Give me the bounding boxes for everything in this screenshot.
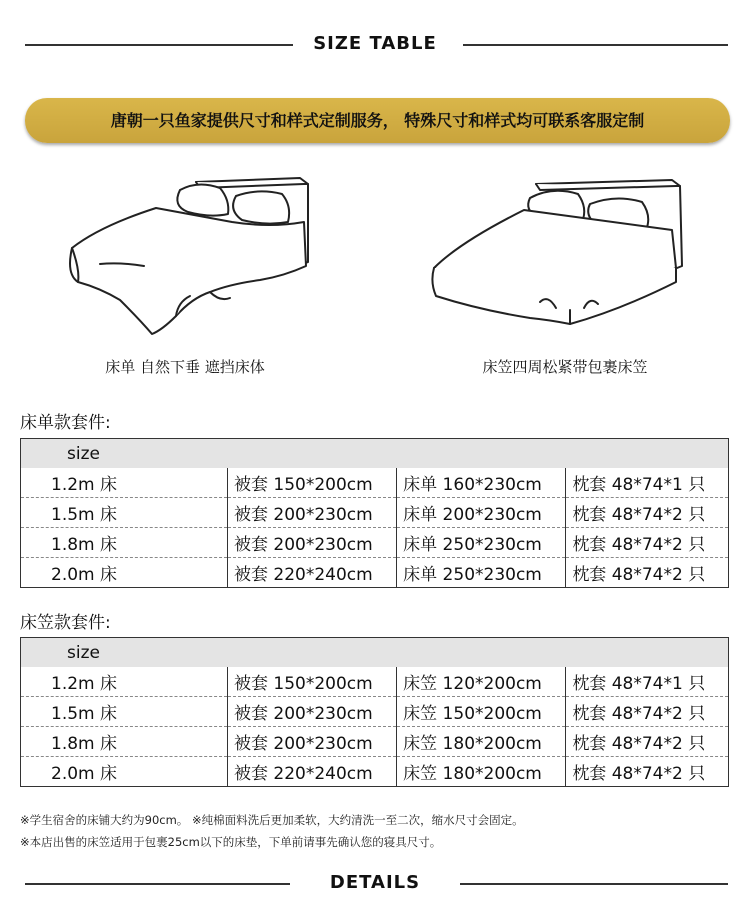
fitted-sheet-cell: 床笠 180*200cm (397, 727, 566, 757)
table-row (21, 558, 729, 588)
size-header: size (21, 638, 729, 668)
duvet-cover-cell: 被套 150*200cm (228, 468, 397, 498)
pillowcase-cell: 枕套 48*74*2 只 (566, 697, 729, 727)
duvet-cover-cell: 被套 220*240cm (228, 558, 397, 588)
size-table-heading (0, 24, 750, 64)
bed-size-cell: 2.0m 床 (21, 757, 228, 787)
duvet-cover-cell: 被套 150*200cm (228, 667, 397, 697)
duvet-cover-cell: 被套 200*230cm (228, 528, 397, 558)
fitted-sheet-cell: 床笠 150*200cm (397, 697, 566, 727)
bed-size-cell: 1.2m 床 (21, 667, 228, 697)
table-row (21, 697, 729, 727)
table-row (21, 727, 729, 757)
size-header: size (21, 439, 729, 469)
pillowcase-cell: 枕套 48*74*2 只 (566, 727, 729, 757)
fitted-set-label: 床笠款套件: (20, 613, 111, 633)
heading-rule-right (460, 883, 728, 885)
pillowcase-cell: 枕套 48*74*2 只 (566, 528, 729, 558)
sheet-set-table (20, 438, 729, 588)
custom-service-banner: 唐朝一只鱼家提供尺寸和样式定制服务， 特殊尺寸和样式均可联系客服定制 (25, 98, 730, 143)
dorm-bed-note: ※学生宿舍的床铺大约为90cm。 ※纯棉面料洗后更加柔软，大约清洗一至二次，缩水尺寸会固定。 (20, 813, 524, 827)
bed-size-cell: 1.2m 床 (21, 468, 228, 498)
table-row (21, 528, 729, 558)
sheet-cell: 床单 200*230cm (397, 498, 566, 528)
sheet-cell: 床单 160*230cm (397, 468, 566, 498)
duvet-cover-cell: 被套 200*230cm (228, 727, 397, 757)
flat-sheet-caption: 床单 自然下垂 遮挡床体 (105, 358, 265, 376)
table-row (21, 468, 729, 498)
fitted-set-table (20, 637, 729, 787)
details-heading (0, 863, 750, 903)
pillowcase-cell: 枕套 48*74*2 只 (566, 498, 729, 528)
page-title: SIZE TABLE (313, 33, 437, 54)
pillowcase-cell: 枕套 48*74*1 只 (566, 468, 729, 498)
sheet-cell: 床单 250*230cm (397, 528, 566, 558)
table-row (21, 667, 729, 697)
bed-size-cell: 1.5m 床 (21, 697, 228, 727)
table-header-row (21, 439, 729, 469)
fitted-sheet-bed-icon (420, 170, 700, 340)
bed-size-cell: 1.8m 床 (21, 528, 228, 558)
heading-rule-right (463, 44, 728, 46)
bed-size-cell: 1.5m 床 (21, 498, 228, 528)
pillowcase-cell: 枕套 48*74*2 只 (566, 558, 729, 588)
pillowcase-cell: 枕套 48*74*2 只 (566, 757, 729, 787)
sheet-cell: 床单 250*230cm (397, 558, 566, 588)
sheet-set-label: 床单款套件: (20, 413, 111, 433)
bed-size-cell: 2.0m 床 (21, 558, 228, 588)
details-title: DETAILS (329, 872, 421, 893)
fitted-sheet-caption: 床笠四周松紧带包裹床笠 (482, 358, 648, 376)
bed-size-cell: 1.8m 床 (21, 727, 228, 757)
duvet-cover-cell: 被套 200*230cm (228, 697, 397, 727)
pillowcase-cell: 枕套 48*74*1 只 (566, 667, 729, 697)
flat-sheet-bed-icon (60, 170, 320, 340)
fitted-sheet-cell: 床笠 120*200cm (397, 667, 566, 697)
duvet-cover-cell: 被套 220*240cm (228, 757, 397, 787)
table-row (21, 498, 729, 528)
fitted-sheet-note: ※本店出售的床笠适用于包裹25cm以下的床垫，下单前请事先确认您的寝具尺寸。 (20, 835, 442, 849)
table-row (21, 757, 729, 787)
duvet-cover-cell: 被套 200*230cm (228, 498, 397, 528)
fitted-sheet-cell: 床笠 180*200cm (397, 757, 566, 787)
table-header-row (21, 638, 729, 668)
